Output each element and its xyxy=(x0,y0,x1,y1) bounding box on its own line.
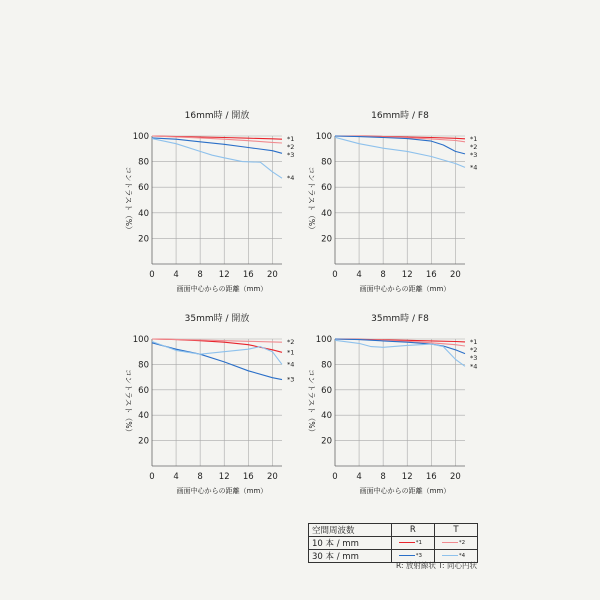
x-tick-label: 12 xyxy=(401,270,413,280)
legend-t10-cell xyxy=(434,537,477,550)
x-tick-label: 8 xyxy=(197,270,203,280)
legend-row-10 xyxy=(309,537,478,550)
x-tick-label: 4 xyxy=(173,270,179,280)
y-axis-label: コントラスト（%） xyxy=(307,166,316,234)
y-tick-label: 80 xyxy=(321,157,332,168)
legend-r10-cell xyxy=(391,537,434,550)
legend-header-row xyxy=(309,524,478,537)
x-tick-label: 12 xyxy=(401,472,413,482)
y-tick-label: 40 xyxy=(138,411,149,422)
x-tick-label: 0 xyxy=(149,270,155,280)
y-tick-label: 40 xyxy=(138,208,149,219)
legend-row-label: 10 本 / mm xyxy=(309,537,392,550)
legend-table xyxy=(308,523,478,563)
y-tick-label: 60 xyxy=(321,385,332,396)
legend-header-frequency: 空間周波数 xyxy=(309,524,392,537)
series-line xyxy=(335,137,465,167)
x-tick-label: 0 xyxy=(332,270,338,280)
series-end-label: *4 xyxy=(470,163,478,172)
legend-r10-line xyxy=(399,542,415,543)
legend-r30-line xyxy=(399,555,415,556)
x-axis-label: 画面中心からの距離（mm） xyxy=(176,285,268,293)
series-line xyxy=(152,342,282,365)
y-tick-label: 80 xyxy=(138,360,149,371)
x-tick-label: 8 xyxy=(380,472,386,482)
x-tick-label: 20 xyxy=(449,270,461,280)
series-end-label: *4 xyxy=(287,174,295,183)
y-tick-label: 60 xyxy=(138,183,149,194)
chart-title: 16mm時 / F8 xyxy=(371,111,429,121)
y-tick-label: 60 xyxy=(138,385,149,396)
x-tick-label: 0 xyxy=(332,472,338,482)
x-tick-label: 12 xyxy=(218,270,230,280)
x-tick-label: 0 xyxy=(149,472,155,482)
y-tick-label: 20 xyxy=(321,234,332,245)
series-end-label: *1 xyxy=(470,134,478,143)
series-end-label: *2 xyxy=(470,142,478,151)
y-tick-label: 80 xyxy=(321,360,332,371)
x-tick-label: 4 xyxy=(356,270,362,280)
series-end-label: *4 xyxy=(470,362,478,371)
series-end-label: *4 xyxy=(287,360,295,369)
y-tick-label: 100 xyxy=(315,335,332,345)
series-end-label: *2 xyxy=(287,338,295,347)
chart-panel-3 xyxy=(124,312,294,495)
series-end-label: *1 xyxy=(470,337,478,346)
x-tick-label: 4 xyxy=(356,472,362,482)
x-tick-label: 4 xyxy=(173,472,179,482)
chart-panel-2 xyxy=(307,109,477,293)
chart-panel-4 xyxy=(307,312,477,495)
series-end-label: *2 xyxy=(470,345,478,354)
series-end-label: *3 xyxy=(470,353,478,362)
chart-panel-1 xyxy=(124,109,294,293)
y-axis-label: コントラスト（%） xyxy=(307,369,316,436)
series-end-label: *3 xyxy=(287,151,295,160)
series-line xyxy=(335,136,465,154)
legend-header-t: T xyxy=(434,524,477,537)
y-tick-label: 100 xyxy=(132,335,149,345)
legend-r10-marker: *1 xyxy=(415,539,422,546)
y-tick-label: 40 xyxy=(321,411,332,422)
x-axis-label: 画面中心からの距離（mm） xyxy=(359,487,451,495)
x-tick-label: 16 xyxy=(425,270,437,280)
x-tick-label: 16 xyxy=(242,472,254,482)
y-tick-label: 100 xyxy=(315,132,332,142)
legend-note: R: 放射線状 T: 同心円状 xyxy=(396,561,477,570)
x-tick-label: 16 xyxy=(242,270,254,280)
series-line xyxy=(152,138,282,153)
x-tick-label: 12 xyxy=(218,472,230,482)
x-tick-label: 16 xyxy=(425,472,437,482)
x-axis-label: 画面中心からの距離（mm） xyxy=(359,285,451,293)
y-axis-label: コントラスト（%） xyxy=(124,369,133,436)
legend-t10-marker: *2 xyxy=(458,539,466,546)
legend-header-r: R xyxy=(391,524,434,537)
chart-title: 35mm時 / 開放 xyxy=(184,314,250,324)
legend-t30-marker: *4 xyxy=(458,552,466,559)
x-tick-label: 8 xyxy=(197,472,203,482)
y-tick-label: 80 xyxy=(138,157,149,168)
x-tick-label: 20 xyxy=(266,270,278,280)
y-tick-label: 100 xyxy=(132,132,149,142)
chart-title: 35mm時 / F8 xyxy=(371,314,429,324)
x-axis-label: 画面中心からの距離（mm） xyxy=(176,487,268,495)
series-end-label: *2 xyxy=(287,143,295,152)
x-tick-label: 20 xyxy=(266,472,278,482)
y-tick-label: 40 xyxy=(321,208,332,219)
series-end-label: *3 xyxy=(470,150,478,159)
series-end-label: *1 xyxy=(287,348,295,357)
chart-title: 16mm時 / 開放 xyxy=(184,111,250,121)
series-end-label: *3 xyxy=(287,375,295,384)
y-tick-label: 60 xyxy=(321,183,332,194)
legend-t10-line xyxy=(442,542,458,543)
y-axis-label: コントラスト（%） xyxy=(124,166,133,234)
series-end-label: *1 xyxy=(287,135,295,144)
legend-r30-marker: *3 xyxy=(415,552,422,559)
x-tick-label: 8 xyxy=(380,270,386,280)
y-tick-label: 20 xyxy=(138,436,149,447)
y-tick-label: 20 xyxy=(321,436,332,447)
series-line xyxy=(152,139,282,179)
y-tick-label: 20 xyxy=(138,234,149,245)
x-tick-label: 20 xyxy=(449,472,461,482)
legend-t30-line xyxy=(442,555,458,556)
legend-row-label: 30 本 / mm xyxy=(309,550,392,563)
